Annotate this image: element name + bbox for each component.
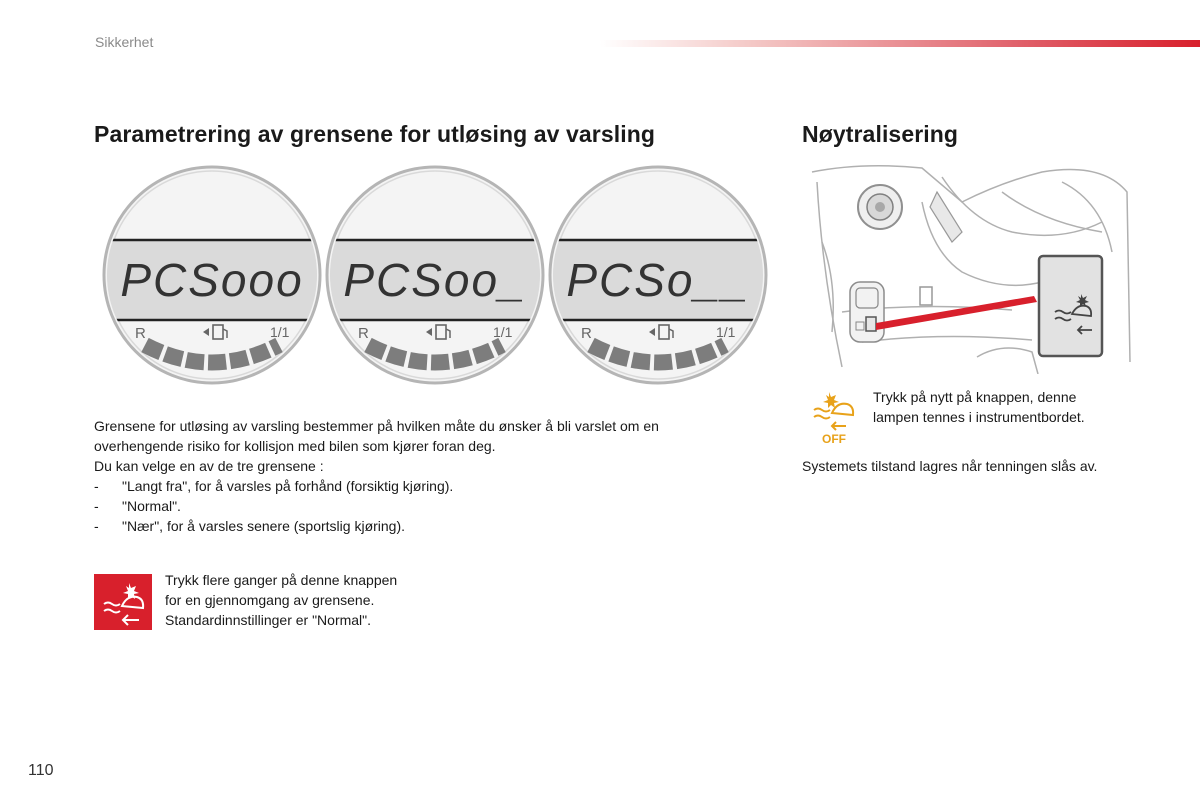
button-note-line: Trykk flere ganger på denne knappen: [165, 572, 398, 588]
scale-full-label: 1/1: [716, 324, 736, 340]
state-note: Systemets tilstand lagres når tenningen slås av.: [802, 458, 1098, 474]
heading-noytralisering: Nøytralisering: [802, 121, 959, 147]
list-item: - "Normal".: [94, 498, 181, 514]
display-readout: PCSooo: [120, 254, 304, 306]
pcs-button-icon: [94, 574, 152, 630]
display-readout: PCSoo_: [343, 254, 527, 306]
intro-line: overhengende risiko for kollisjon med bilen som kjører foran deg.: [94, 438, 496, 454]
instrument-display-near: [543, 167, 780, 383]
scale-full-label: 1/1: [493, 324, 513, 340]
intro-paragraph: [94, 416, 754, 536]
button-closeup: [1039, 256, 1102, 356]
list-item: - "Langt fra", for å varsles på forhånd (forsiktig kjøring).: [94, 478, 454, 494]
instrument-displays-illustration: [100, 165, 780, 390]
instrument-display-far: [100, 167, 340, 383]
lamp-note-line: lampen tennes i instrumentbordet.: [873, 409, 1085, 425]
scale-reserve-label: R: [135, 325, 146, 342]
intro-line: Du kan velge en av de tre grensene :: [94, 458, 324, 474]
instrument-display-normal: [320, 167, 560, 383]
button-note-line: Standardinnstillinger er "Normal".: [165, 612, 372, 628]
display-readout: PCSo__: [566, 254, 750, 306]
threshold-options-list: [94, 476, 754, 536]
heading-parametrering: Parametrering av grensene for utløsing av varsling: [94, 121, 656, 147]
lamp-note-line: Trykk på nytt på knappen, denne: [873, 389, 1077, 405]
section-label: Sikkerhet: [95, 34, 154, 50]
scale-reserve-label: R: [358, 325, 369, 342]
scale-reserve-label: R: [581, 325, 592, 342]
lamp-off-label: OFF: [822, 432, 846, 446]
intro-line: Grensene for utløsing av varsling bestemmer på hvilken måte du ønsker å bli varslet om en: [94, 418, 659, 434]
button-note-line: for en gjennomgang av grensene.: [165, 592, 375, 608]
button-instruction: [165, 570, 455, 630]
collision-warning-icon: [94, 574, 152, 630]
header-accent-bar: [600, 40, 1200, 47]
warning-lamp-icon: [806, 392, 862, 446]
pcs-off-lamp-icon: [806, 392, 862, 446]
dashboard-button-illustration: [802, 162, 1132, 374]
lamp-instruction: [873, 387, 1143, 427]
list-item: - "Nær", for å varsles senere (sportslig kjøring).: [94, 518, 406, 534]
page-number: 110: [28, 762, 54, 779]
scale-full-label: 1/1: [270, 324, 290, 340]
